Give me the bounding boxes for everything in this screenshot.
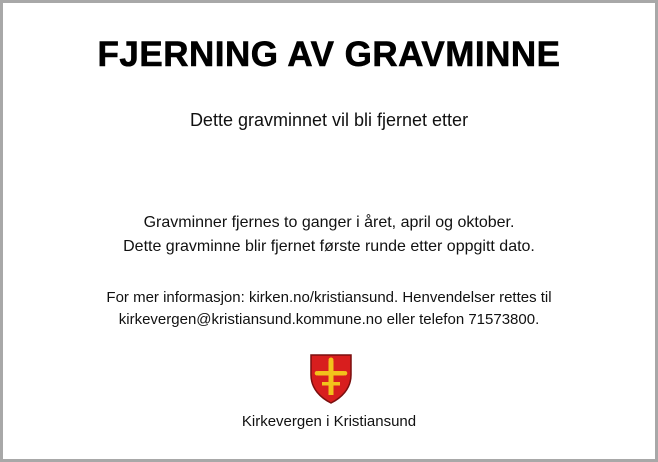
cross-left-knob — [315, 371, 320, 376]
contact-info-line: kirkevergen@kristiansund.kommune.no eller telefon 71573800. — [118, 311, 540, 328]
cross-lower-bar — [322, 382, 340, 386]
notice-title: FJERNING AV GRAVMINNE — [97, 35, 561, 74]
cross-vertical — [329, 361, 334, 395]
cross-top-knob — [329, 358, 334, 363]
removal-info-line: Dette gravminne blir fjernet første runde etter oppgitt dato. — [123, 238, 535, 255]
cross-horizontal — [318, 371, 344, 376]
contact-info — [3, 287, 655, 331]
removal-info-line: Gravminner fjernes to ganger i året, april og oktober. — [143, 214, 515, 231]
cross-right-knob — [343, 371, 348, 376]
church-cross-shield-icon — [309, 353, 353, 405]
notice-subtitle: Dette gravminnet vil bli fjernet etter — [189, 110, 469, 130]
removal-info — [3, 211, 655, 259]
contact-info-line: For mer informasjon: kirken.no/kristiansund. Henvendelser rettes til — [106, 289, 552, 306]
organization-name: Kirkevergen i Kristiansund — [241, 413, 417, 430]
